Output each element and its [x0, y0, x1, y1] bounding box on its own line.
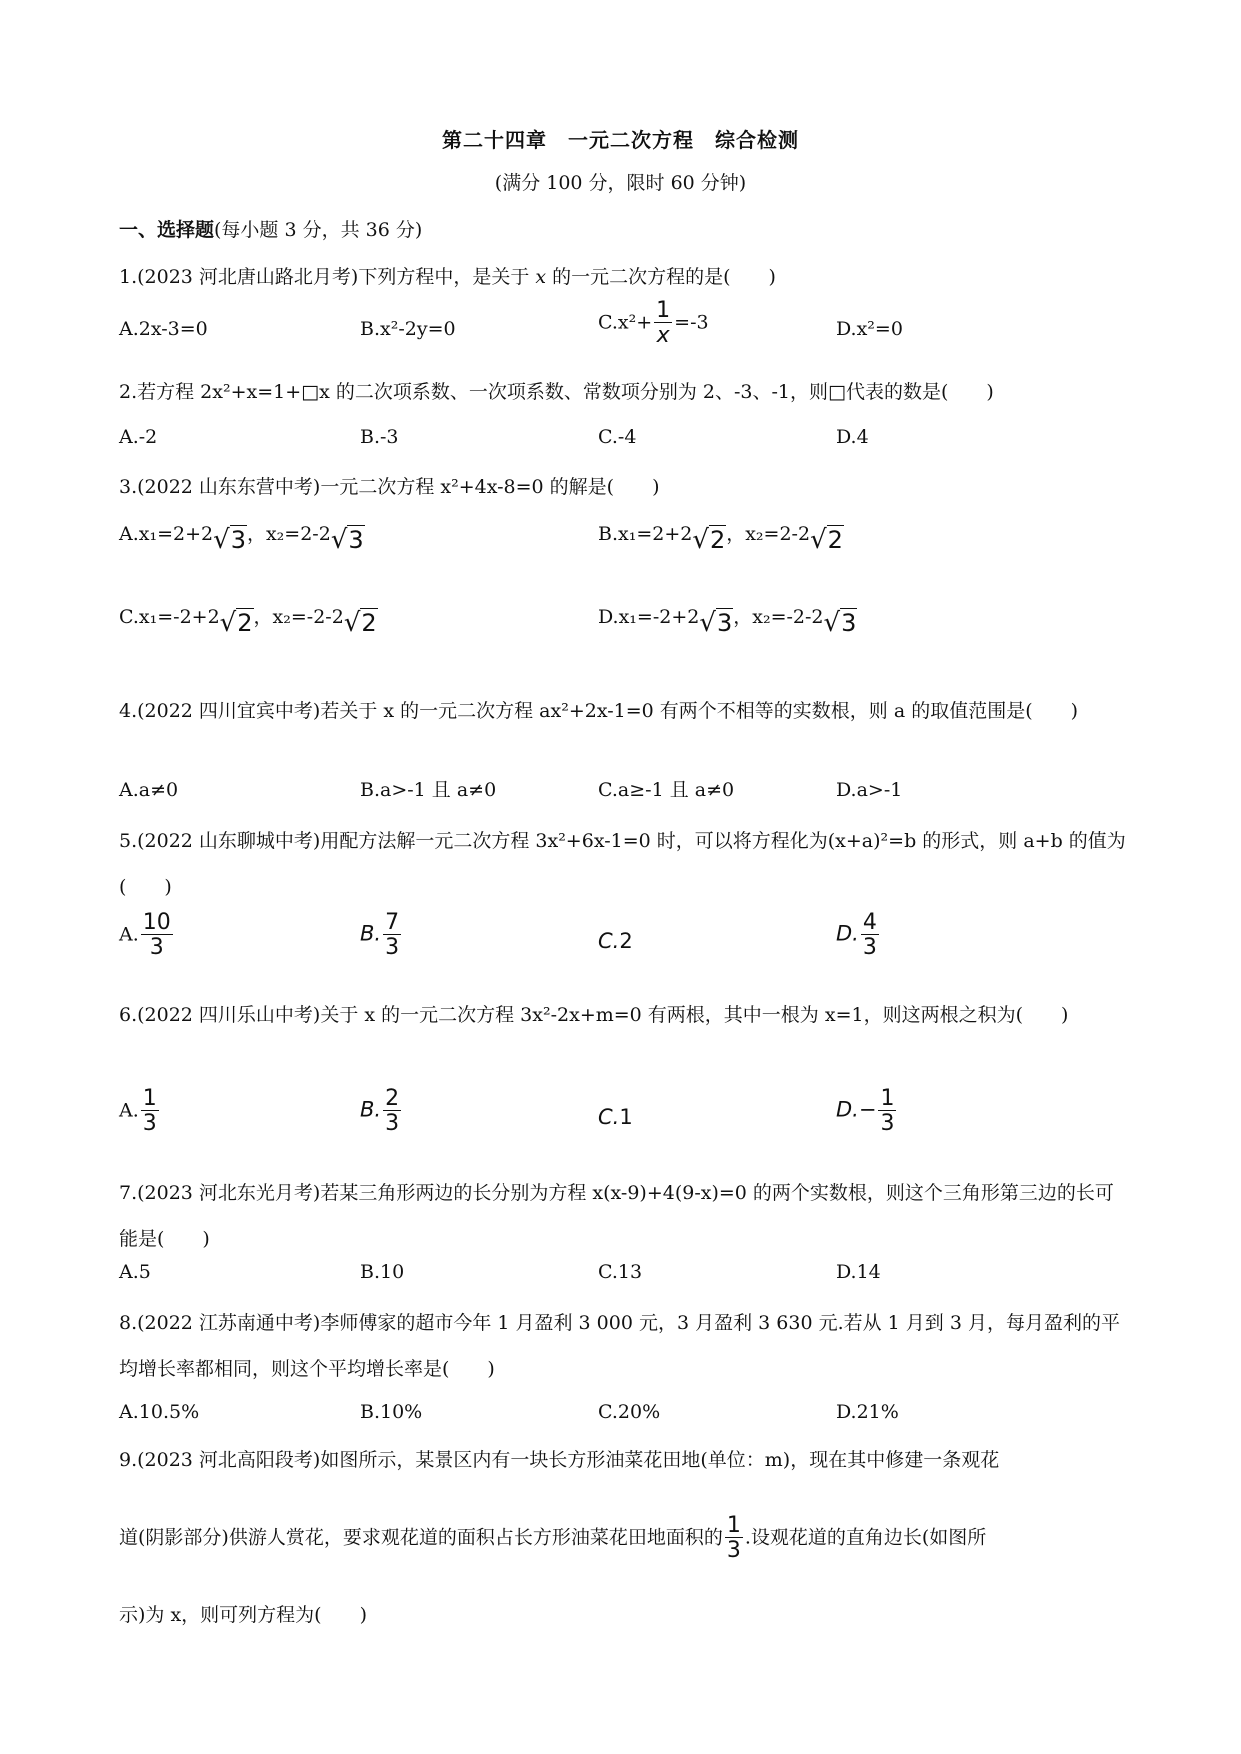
- question-5-option-a: [119, 912, 175, 959]
- question-9-fraction: [725, 1515, 743, 1562]
- fraction-denominator: 3: [149, 935, 164, 960]
- option-part: ，x₂=2-2: [726, 523, 811, 545]
- section-note: (每小题 3 分，共 36 分): [214, 219, 423, 241]
- sqrt-2: √2: [810, 525, 843, 555]
- question-1-text-b: 的一元二次方程的是( ): [546, 266, 776, 288]
- question-9-line-2-a: 道(阴影部分)供游人赏花，要求观花道的面积占长方形油菜花田地面积的: [119, 1526, 723, 1549]
- fraction-numerator: 1: [880, 1086, 895, 1111]
- question-3-option-b: [598, 515, 844, 555]
- question-5-option-b: [360, 912, 403, 959]
- fraction-denominator: 3: [385, 935, 400, 960]
- fraction-denominator: 3: [142, 1111, 157, 1136]
- fraction-numerator: 2: [385, 1086, 400, 1111]
- fraction-numerator: 1: [142, 1086, 157, 1111]
- sqrt-arg: 3: [716, 609, 733, 637]
- question-1-var: x: [535, 266, 547, 288]
- question-8-option-a: A.10.5%: [119, 1401, 200, 1423]
- question-5-option-c: [598, 926, 633, 957]
- question-3-option-a: [119, 515, 365, 555]
- option-part: ，x₂=-2-2: [253, 606, 344, 628]
- question-4-option-c: C.a≥-1 且 a≠0: [598, 779, 735, 801]
- sqrt-arg: 3: [348, 526, 364, 554]
- question-2-option-b: B.-3: [360, 426, 399, 448]
- option-label: A.: [119, 923, 139, 946]
- option-label: C.: [598, 929, 620, 953]
- question-7: 7.(2023 河北东光月考)若某三角形两边的长分别为方程 x(x-9)+4(9-x)=0 的两个实数根，则这个三角形第三边的长可能是( ): [119, 1182, 1114, 1250]
- question-7-option-c: C.13: [598, 1261, 643, 1283]
- sqrt-arg: 3: [230, 526, 246, 554]
- sqrt-arg: 3: [841, 609, 857, 637]
- question-2-option-a: A.-2: [119, 426, 158, 448]
- question-5: 5.(2022 山东聊城中考)用配方法解一元二次方程 3x²+6x-1=0 时，可以将方程化为(x+a)²=b 的形式，则 a+b 的值为( ): [119, 830, 1126, 898]
- option-label: A.: [119, 1099, 139, 1122]
- question-1-text-a: 1.(2023 河北唐山路北月考)下列方程中，是关于: [119, 266, 536, 288]
- option-sign: −: [858, 1097, 877, 1122]
- question-1-option-d: D.x²=0: [836, 318, 903, 340]
- fraction-denominator: 3: [726, 1538, 741, 1563]
- option-part: B.x₁=2+2: [598, 523, 693, 545]
- question-9-line-3: 示)为 x，则可列方程为( ): [119, 1604, 367, 1626]
- question-8-option-c: C.20%: [598, 1401, 661, 1423]
- option-fraction: [141, 1088, 159, 1135]
- question-6: 6.(2022 四川乐山中考)关于 x 的一元二次方程 3x²-2x+m=0 有两根，其中一根为 x=1，则这两根之积为( ): [119, 1004, 1069, 1026]
- fraction-denominator: 3: [862, 935, 877, 960]
- question-9-line-2: [119, 1515, 986, 1562]
- option-part: ，x₂=2-2: [246, 523, 331, 545]
- section-heading: [119, 215, 422, 242]
- option-part: C.x₁=-2+2: [119, 606, 220, 628]
- page-subtitle: (满分 100 分，限时 60 分钟): [494, 172, 747, 194]
- option-label: B.: [360, 921, 382, 946]
- sqrt-3: √3: [823, 608, 857, 638]
- question-4: 4.(2022 四川宜宾中考)若关于 x 的一元二次方程 ax²+2x-1=0 有两个不相等的实数根，则 a 的取值范围是( ): [119, 700, 1079, 722]
- sqrt-2: √2: [219, 608, 253, 638]
- option-label: D.: [836, 1097, 859, 1122]
- option-part: A.x₁=2+2: [119, 523, 214, 545]
- sqrt-arg: 2: [709, 526, 726, 554]
- sqrt-arg: 2: [361, 609, 377, 637]
- question-9-line-1: 9.(2023 河北高阳段考)如图所示，某景区内有一块长方形油菜花田地(单位：m)，现在其中修建一条观花: [119, 1449, 1000, 1471]
- option-value: 1: [619, 1105, 633, 1129]
- question-2-option-d: D.4: [836, 426, 869, 448]
- sqrt-3: √3: [213, 525, 246, 555]
- question-1-option-c-pre: C.x²+: [598, 311, 653, 334]
- fraction-numerator: 4: [862, 910, 877, 935]
- question-8-option-d: D.21%: [836, 1401, 899, 1423]
- question-7-option-d: D.14: [836, 1261, 881, 1283]
- question-9-line-2-b: .设观花道的直角边长(如图所: [744, 1526, 987, 1549]
- question-1: [119, 260, 1129, 294]
- fraction-denominator: 3: [880, 1111, 895, 1136]
- option-label: B.: [360, 1097, 382, 1122]
- question-7-option-a: A.5: [119, 1261, 151, 1283]
- question-6-option-b: [360, 1088, 403, 1135]
- option-fraction: [141, 912, 173, 959]
- question-8-option-b: B.10%: [360, 1401, 423, 1423]
- question-1-option-c-fraction: [654, 300, 672, 347]
- sqrt-arg: 2: [237, 609, 253, 637]
- question-1-option-c: [598, 300, 709, 347]
- question-6-option-d: [836, 1088, 898, 1135]
- question-5-option-d: [836, 912, 881, 959]
- fraction-denominator: x: [656, 323, 670, 348]
- sqrt-2: √2: [692, 525, 726, 555]
- sqrt-arg: 2: [827, 526, 843, 554]
- option-label: D.: [836, 921, 859, 946]
- question-3-option-c: [119, 598, 378, 638]
- question-4-option-b: B.a>-1 且 a≠0: [360, 779, 497, 801]
- question-8: 8.(2022 江苏南通中考)李师傅家的超市今年 1 月盈利 3 000 元，3 月盈利 3 630 元.若从 1 月到 3 月，每月盈利的平均增长率都相同，则这个平均增长率是( ): [119, 1312, 1120, 1380]
- fraction-numerator: 10: [142, 910, 171, 935]
- option-fraction: [878, 1088, 896, 1135]
- question-6-option-a: [119, 1088, 161, 1135]
- option-fraction: [861, 912, 879, 959]
- sqrt-2: √2: [343, 608, 377, 638]
- option-part: ，x₂=-2-2: [733, 606, 824, 628]
- fraction-numerator: 1: [726, 1513, 741, 1538]
- fraction-numerator: 1: [656, 298, 671, 323]
- question-4-option-d: D.a>-1: [836, 779, 903, 801]
- question-1-option-a: A.2x-3=0: [119, 318, 208, 340]
- option-value: 2: [619, 929, 633, 953]
- question-1-option-b: B.x²-2y=0: [360, 318, 456, 340]
- question-1-option-c-post: =-3: [674, 311, 709, 334]
- question-2-option-c: C.-4: [598, 426, 637, 448]
- fraction-numerator: 7: [385, 910, 400, 935]
- option-label: C.: [598, 1105, 620, 1129]
- sqrt-3: √3: [699, 608, 733, 638]
- question-7-option-b: B.10: [360, 1261, 405, 1283]
- page-title: 第二十四章 一元二次方程 综合检测: [442, 128, 799, 152]
- sqrt-3: √3: [330, 525, 364, 555]
- question-3: 3.(2022 山东东营中考)一元二次方程 x²+4x-8=0 的解是( ): [119, 476, 660, 498]
- option-fraction: [383, 912, 401, 959]
- question-3-option-d: [598, 598, 857, 638]
- question-2: 2.若方程 2x²+x=1+□x 的二次项系数、一次项系数、常数项分别为 2、-3、-1，则□代表的数是( ): [119, 381, 994, 403]
- question-6-option-c: [598, 1102, 633, 1133]
- option-fraction: [383, 1088, 401, 1135]
- section-title: 一、选择题: [119, 219, 215, 241]
- option-part: D.x₁=-2+2: [598, 606, 700, 628]
- fraction-denominator: 3: [385, 1111, 400, 1136]
- question-4-option-a: A.a≠0: [119, 779, 179, 801]
